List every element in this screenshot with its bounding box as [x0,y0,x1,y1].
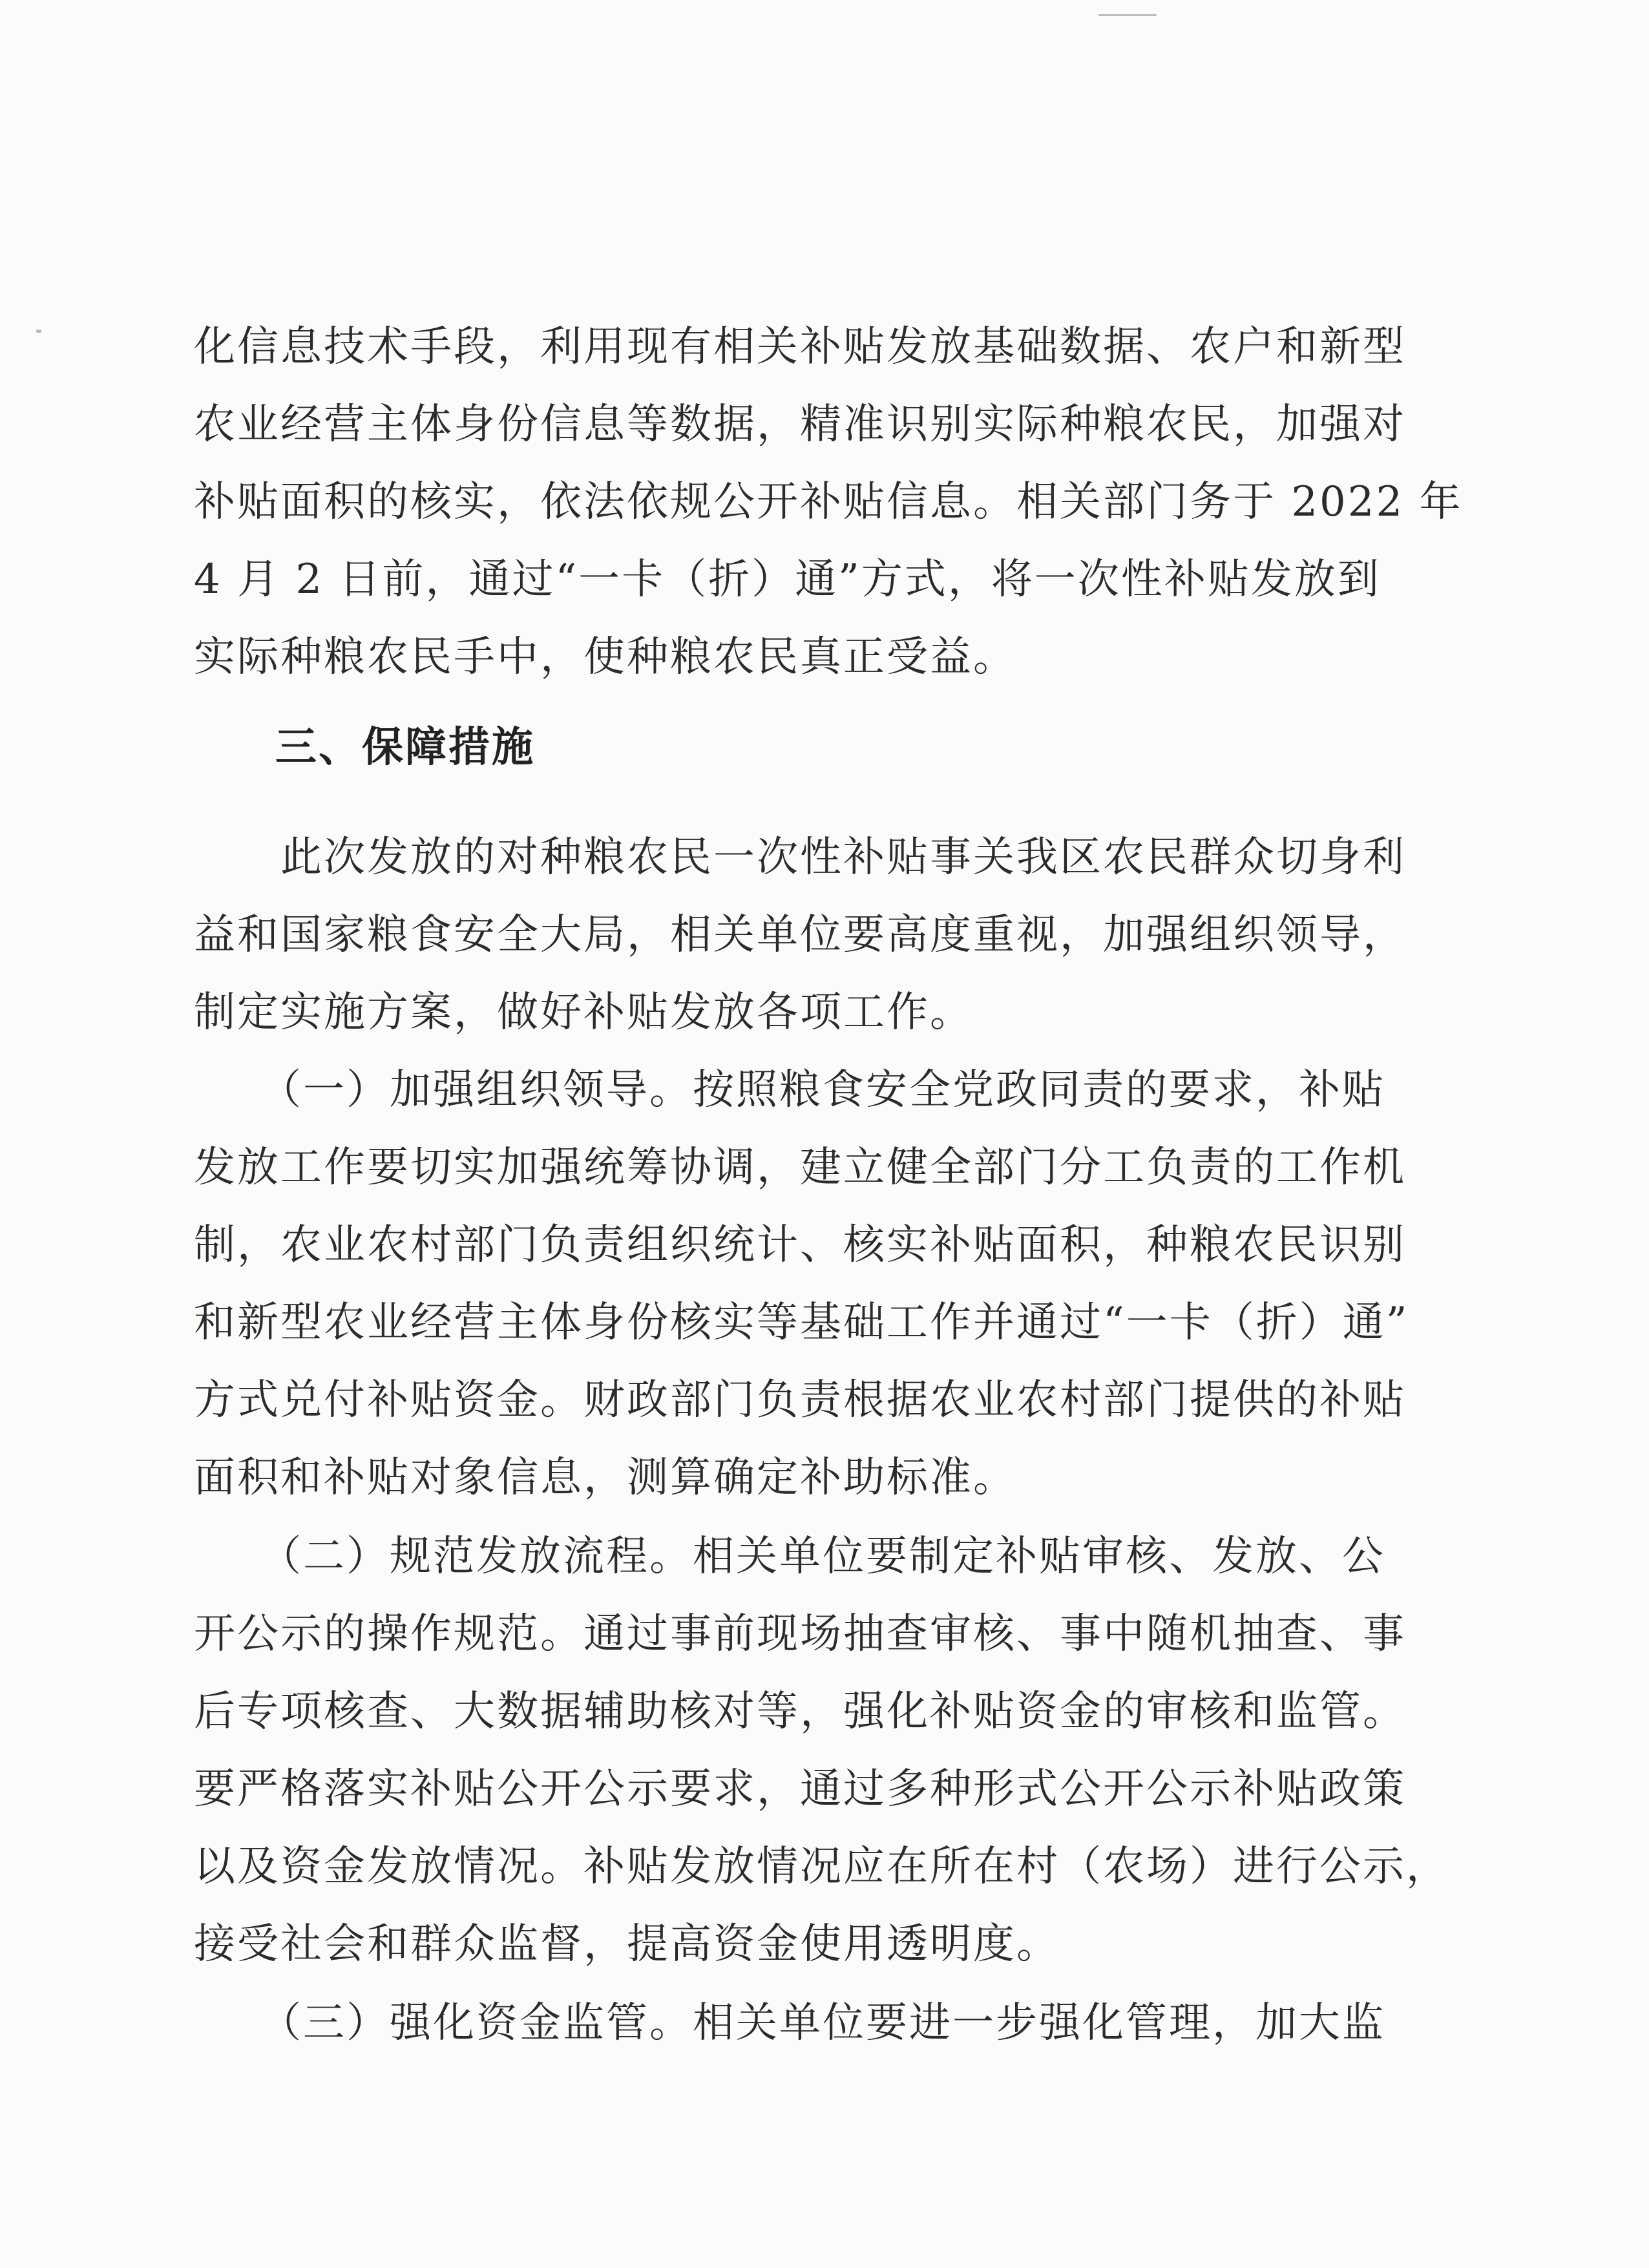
text-line: 方式兑付补贴资金。财政部门负责根据农业农村部门提供的补贴 [194,1376,1406,1424]
text-line: 制定实施方案，做好补贴发放各项工作。 [194,989,973,1036]
text-line: 化信息技术手段，利用现有相关补贴发放基础数据、农户和新型 [194,323,1406,371]
text-line: 此次发放的对种粮农民一次性补贴事关我区农民群众切身利 [194,834,1406,881]
text-line: 发放工作要切实加强统筹协调，建立健全部门分工负责的工作机 [194,1144,1406,1192]
text-line: 实际种粮农民手中，使种粮农民真正受益。 [194,633,1016,681]
scan-speck [36,330,41,333]
paragraph-item-1 [194,1051,1409,1517]
paragraph-intro [194,819,1406,1051]
text-line: 以及资金发放情况。补贴发放情况应在所在村（农场）进行公示， [194,1843,1449,1891]
text-line: 农业经营主体身份信息等数据，精准识别实际种粮农民，加强对 [194,401,1406,448]
text-line: 补贴面积的核实，依法依规公开补贴信息。相关部门务于 2022 年 [194,478,1463,526]
text-line: 制，农业农村部门负责组织统计、核实补贴面积，种粮农民识别 [194,1221,1406,1269]
text-line: （二）规范发放流程。相关单位要制定补贴审核、发放、公 [194,1533,1385,1580]
paragraph-item-3 [194,1984,1385,2062]
section-heading: 三、保障措施 [275,724,535,772]
text-line: 接受社会和群众监督，提高资金使用透明度。 [194,1920,1060,1968]
text-line: （一）加强组织领导。按照粮食安全党政同责的要求，补贴 [194,1066,1385,1114]
text-line: 开公示的操作规范。通过事前现场抽查审核、事中随机抽查、事 [194,1610,1406,1658]
text-line: 和新型农业经营主体身份核实等基础工作并通过“一卡（折）通” [194,1299,1409,1347]
text-line: 后专项核查、大数据辅助核对等，强化补贴资金的审核和监管。 [194,1688,1406,1736]
text-line: 要严格落实补贴公开公示要求，通过多种形式公开公示补贴政策 [194,1765,1406,1813]
paragraph-continuation [194,308,1463,696]
scan-speck [1098,14,1157,16]
text-line: 益和国家粮食安全大局，相关单位要高度重视，加强组织领导， [194,911,1406,959]
text-line: 4 月 2 日前，通过“一卡（折）通”方式，将一次性补贴发放到 [194,556,1381,604]
paragraph-item-2 [194,1518,1449,1983]
text-line: 面积和补贴对象信息，测算确定补助标准。 [194,1454,1016,1502]
text-line: （三）强化资金监管。相关单位要进一步强化管理，加大监 [194,1999,1385,2047]
